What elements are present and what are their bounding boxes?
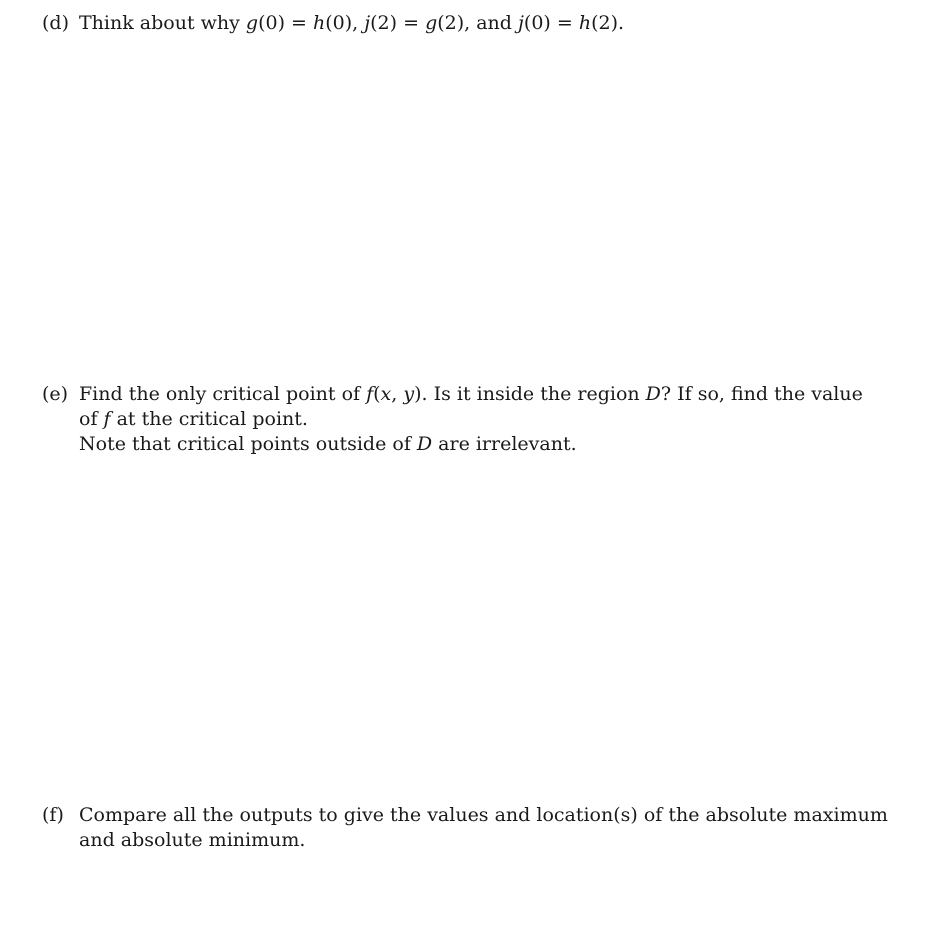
math-symbol: g	[425, 12, 438, 34]
text-line	[79, 407, 902, 432]
math-symbol: y	[403, 383, 415, 405]
text-line	[79, 382, 902, 407]
math-symbol: j	[518, 12, 524, 34]
text-run: ). Is it inside the region	[414, 383, 646, 405]
problem-text	[79, 382, 902, 457]
problem-label: (f)	[42, 804, 64, 826]
text-run: of	[79, 408, 104, 430]
text-line	[79, 803, 902, 828]
math-symbol: j	[364, 12, 371, 34]
text-run: (2).	[591, 12, 625, 34]
text-run: are irrelevant.	[432, 433, 577, 455]
text-run: (0) =	[258, 12, 313, 34]
math-symbol: x	[380, 383, 392, 405]
math-symbol: f	[103, 408, 111, 430]
text-run: (2), and	[437, 12, 518, 34]
text-run: and absolute minimum.	[79, 829, 306, 851]
math-symbol: h	[312, 12, 326, 34]
text-run: Note that critical points outside of	[79, 433, 417, 455]
math-symbol: D	[645, 383, 661, 405]
text-run: ? If so, find the value	[660, 383, 863, 405]
problem-text	[79, 11, 902, 36]
math-symbol: h	[578, 12, 592, 34]
text-run: (0),	[325, 12, 365, 34]
text-run: Compare all the outputs to give the values and location(s) of the absolute maximum	[79, 804, 888, 826]
text-run: ,	[391, 383, 404, 405]
problem-d	[42, 11, 902, 36]
problem-e	[42, 382, 902, 457]
text-line	[79, 11, 902, 36]
math-symbol: f	[366, 383, 374, 405]
math-symbol: D	[416, 433, 433, 455]
problem-label: (d)	[42, 12, 69, 34]
text-run: Think about why	[79, 12, 246, 34]
text-run: at the critical point.	[110, 408, 308, 430]
problem-text	[79, 803, 902, 853]
math-symbol: g	[245, 12, 259, 34]
problem-label: (e)	[42, 383, 69, 405]
text-run: (	[373, 383, 381, 405]
text-line	[79, 432, 902, 457]
text-run: (2) =	[370, 12, 426, 34]
problem-f	[42, 803, 902, 853]
text-run: (0) =	[523, 12, 579, 34]
text-line	[79, 828, 902, 853]
text-run: Find the only critical point of	[79, 383, 367, 405]
